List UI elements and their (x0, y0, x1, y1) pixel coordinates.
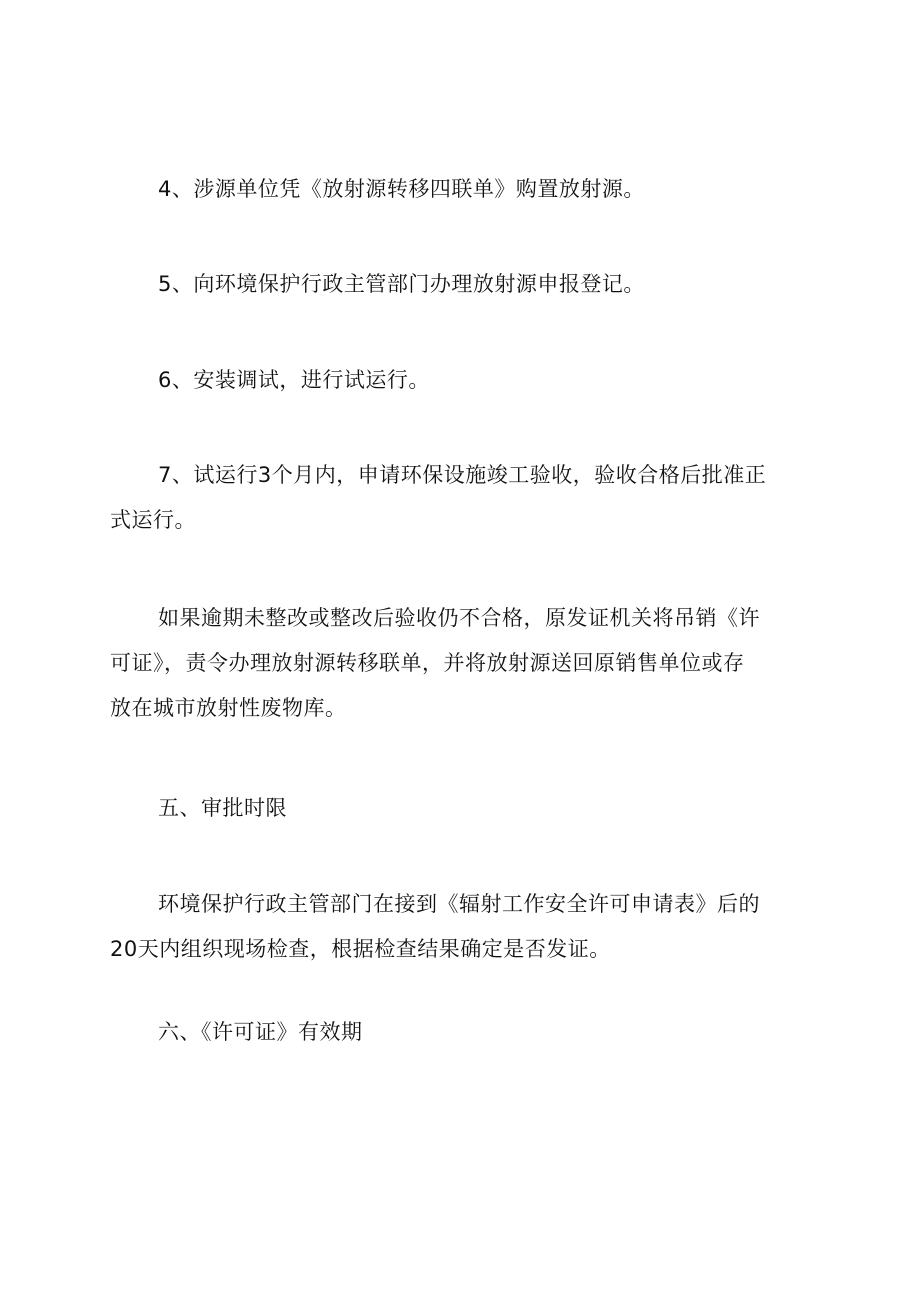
paragraph-step-6 (110, 358, 810, 403)
paragraph-approval-time (110, 882, 810, 972)
text-line: 6、安装调试，进行试运行。 (158, 368, 430, 392)
heading-text: 五、审批时限 (158, 796, 287, 820)
section-heading-license-validity (110, 1010, 810, 1055)
section-heading-approval-time (110, 786, 810, 831)
paragraph-step-7 (110, 453, 810, 543)
text-line: 5、向环境保护行政主管部门办理放射源申报登记。 (158, 272, 645, 296)
text-line: 放在城市放射性废物库。 (110, 696, 347, 720)
text-line: 环境保护行政主管部门在接到《辐射工作安全许可申请表》后的 (158, 892, 760, 916)
text-line: 4、涉源单位凭《放射源转移四联单》购置放射源。 (158, 177, 645, 201)
heading-text: 六、《许可证》有效期 (158, 1020, 363, 1044)
text-line: 7、试运行3个月内，申请环保设施竣工验收，验收合格后批准正 (158, 463, 767, 487)
paragraph-step-4 (110, 167, 810, 212)
text-line: 如果逾期未整改或整改后验收仍不合格，原发证机关将吊销《许 (158, 606, 760, 630)
paragraph-revocation (110, 596, 810, 731)
text-line: 可证》，责令办理放射源转移联单，并将放射源送回原销售单位或存 (110, 651, 745, 675)
text-line: 式运行。 (110, 508, 196, 532)
paragraph-step-5 (110, 262, 810, 307)
text-line: 20天内组织现场检查，根据检查结果确定是否发证。 (110, 937, 611, 961)
